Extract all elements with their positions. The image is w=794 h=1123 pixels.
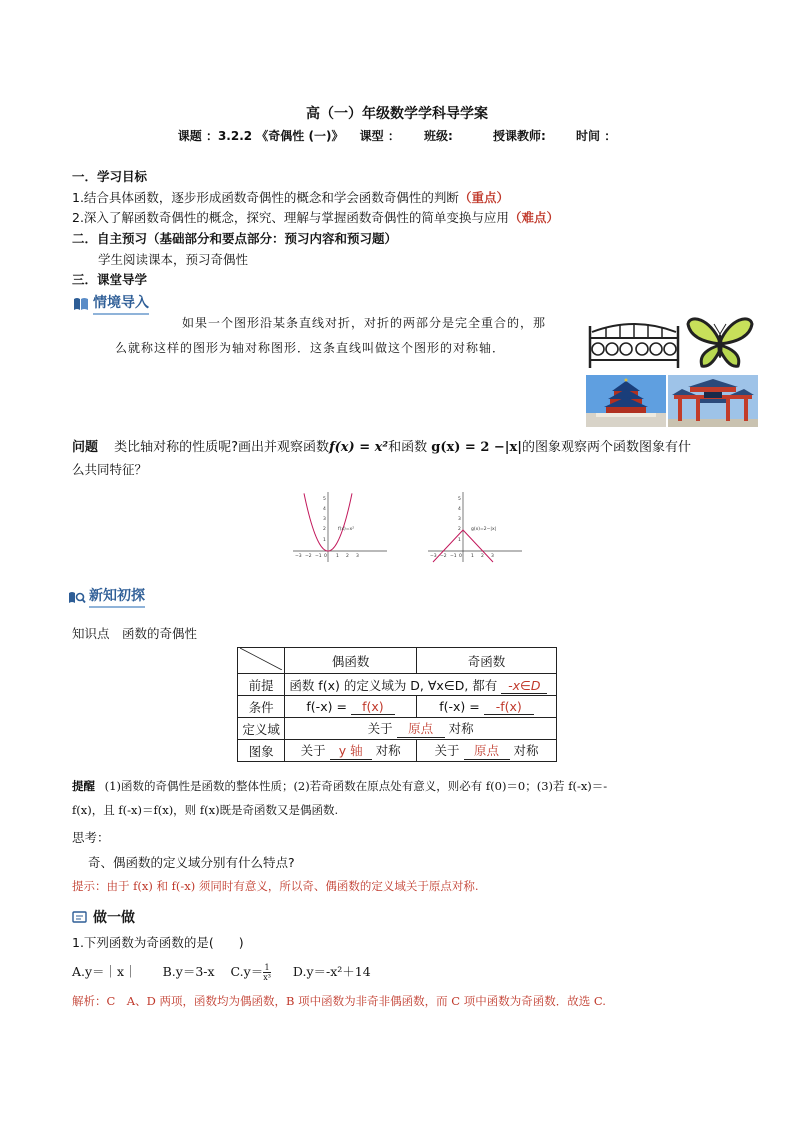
x-tick: 2 [481, 554, 484, 559]
objective-2-text: 2.深入了解函数奇偶性的概念，探究、理解与掌握函数奇偶性的简单变换与应用 [72, 210, 509, 225]
situation-line-1: 如果一个图形沿某条直线对折，对折的两部分是完全重合的，那 [182, 316, 547, 330]
x-tick: 0 [324, 554, 327, 559]
new-knowledge-banner [68, 585, 145, 608]
graph-even-pre: 关于 [300, 743, 326, 758]
y-tick: 1 [458, 538, 461, 543]
think-hint: 提示：由于 f(x) 和 f(-x) 须同时有意义，所以奇、偶函数的定义域关于原点对称. [72, 879, 479, 893]
practice-options [72, 962, 371, 982]
situation-banner-label: 情境导入 [93, 292, 149, 315]
table-row [238, 718, 557, 740]
question-line-1 [72, 436, 691, 455]
condition-odd-pre: f(-x) = [439, 698, 480, 714]
section-preview-heading: 二．自主预习（基础部分和要点部分：预习内容和预习题） [72, 231, 398, 246]
memorial-archway-photo [668, 375, 758, 427]
think-question: 奇、偶函数的定义域分别有什么特点? [88, 855, 295, 870]
option-a: A.y＝｜x｜ [72, 964, 137, 979]
y-tick: 4 [323, 507, 326, 512]
graph-odd [417, 740, 557, 762]
y-tick: 4 [458, 507, 461, 512]
question-label: 问题 [72, 440, 99, 455]
butterfly-illustration [684, 312, 756, 374]
y-tick: 3 [323, 517, 326, 522]
objective-1 [72, 188, 509, 206]
row-label-premise: 前提 [238, 674, 285, 696]
option-c [230, 963, 271, 982]
situation-banner [72, 292, 149, 315]
option-d: D.y＝-x²＋14 [292, 964, 371, 979]
objective-2 [72, 208, 559, 226]
option-b: B.y＝3-x [162, 964, 215, 979]
section-classroom-heading: 三．课堂导学 [72, 272, 148, 287]
lesson-info [0, 127, 794, 144]
option-c-denominator: x³ [263, 973, 271, 982]
objective-2-tag: （难点） [508, 210, 559, 225]
x-tick: −1 [315, 554, 322, 559]
table-row [238, 648, 557, 674]
option-c-numerator: 1 [264, 963, 270, 972]
lesson-teacher: 授课教师: [493, 129, 546, 143]
x-tick: 1 [336, 554, 339, 559]
header-odd: 奇函数 [417, 648, 557, 674]
y-tick: 5 [458, 497, 461, 502]
preview-text: 学生阅读课本，预习奇偶性 [98, 252, 249, 267]
option-c-pre: C.y＝ [230, 964, 264, 979]
graph-even-fill: y 轴 [330, 741, 372, 760]
x-tick: 3 [356, 554, 359, 559]
question-text-b: 和函数 [388, 440, 432, 455]
table-diagonal-cell [238, 648, 285, 674]
g-expression: g(x) = 2 −|x| [431, 440, 523, 455]
x-tick: 1 [471, 554, 474, 559]
x-tick: 3 [491, 554, 494, 559]
domain-fill: 原点 [397, 719, 445, 738]
lesson-type: 课型 ： [359, 129, 400, 143]
table-row [238, 696, 557, 718]
condition-even-pre: f(-x) = [306, 698, 347, 714]
practice-question: 1.下列函数为奇函数的是( ) [72, 935, 244, 950]
x-tick: −3 [295, 554, 302, 559]
premise-text: 函数 f(x) 的定义域为 D, ∀x∈D, 都有 [289, 677, 498, 693]
domain-cell [285, 718, 557, 740]
question-text-c: 的图象观察两个函数图象有什 [522, 440, 692, 455]
x-tick: −3 [430, 554, 437, 559]
f-graph-label: f(x)=x² [338, 527, 354, 532]
graph-odd-fill: 原点 [464, 741, 510, 760]
row-label-graph: 图象 [238, 740, 285, 762]
temple-of-heaven-photo [586, 375, 666, 427]
y-tick: 3 [458, 517, 461, 522]
page-title: 高（一）年级数学学科导学案 [306, 106, 488, 122]
y-tick: 2 [458, 527, 461, 532]
situation-line-2: 么就称这样的图形为轴对称图形．这条直线叫做这个图形的对称轴． [115, 341, 506, 355]
reminder-line-2: f(x)，且 f(-x)＝f(x)，则 f(x)既是奇函数又是偶函数. [72, 803, 339, 817]
pencil-note-icon [72, 910, 90, 924]
graph-even [285, 740, 417, 762]
section-objectives-heading: 一．学习目标 [72, 169, 148, 184]
reminder-label: 提醒 [72, 779, 95, 793]
y-tick: 2 [323, 527, 326, 532]
knowledge-point: 知识点 函数的奇偶性 [72, 626, 198, 641]
practice-answer: 解析：C A、D 两项，函数均为偶函数，B 项中函数为非奇非偶函数，而 C 项中函数为奇函数．故选 C. [72, 994, 606, 1008]
lesson-time: 时间 ： [576, 129, 617, 143]
reminder-text-1: (1)函数的奇偶性是函数的整体性质；(2)若奇函数在原点处有意义，则必有 f(0)＝0；(3)若 f(-x)＝- [104, 779, 608, 793]
x-tick: 2 [346, 554, 349, 559]
premise-fill: -x∈D [501, 678, 547, 694]
iron-fence-illustration [586, 318, 682, 370]
x-tick: −1 [450, 554, 457, 559]
question-line-2: 么共同特征？ [72, 462, 148, 477]
question-text-a: 类比轴对称的性质呢?画出并观察函数 [114, 440, 330, 455]
condition-even [285, 696, 417, 718]
row-label-condition: 条件 [238, 696, 285, 718]
header-even: 偶函数 [285, 648, 417, 674]
lesson-topic: 课题 ：3.2.2 《奇偶性 (一)》 [177, 129, 344, 143]
lesson-class: 班级: [424, 129, 453, 143]
x-tick: −2 [305, 554, 312, 559]
domain-pre: 关于 [367, 721, 393, 736]
objective-1-tag: （重点） [458, 190, 509, 205]
row-label-domain: 定义域 [238, 718, 285, 740]
graph-g-absolute [425, 490, 525, 565]
f-expression: f(x) = x² [329, 440, 389, 455]
premise-cell [285, 674, 557, 696]
table-row [238, 740, 557, 762]
graph-even-post: 对称 [375, 743, 401, 758]
table-row [238, 674, 557, 696]
graph-odd-pre: 关于 [434, 743, 460, 758]
y-tick: 5 [323, 497, 326, 502]
magnifier-book-icon [68, 590, 86, 604]
reminder-line-1 [72, 778, 607, 794]
practice-banner-label: 做一做 [93, 910, 135, 926]
condition-even-fill: f(x) [351, 699, 395, 715]
g-graph-label: g(x)=2−|x| [471, 527, 497, 532]
objective-1-text: 1.结合具体函数，逐步形成函数奇偶性的概念和学会函数奇偶性的判断 [72, 190, 459, 205]
practice-banner [72, 907, 135, 927]
graph-odd-post: 对称 [513, 743, 539, 758]
y-tick: 1 [323, 538, 326, 543]
graph-f-parabola [290, 490, 390, 565]
think-label: 思考： [72, 830, 110, 845]
diagonal-line [240, 648, 282, 670]
bookmark-icon [72, 297, 90, 311]
condition-odd-fill: -f(x) [484, 699, 534, 715]
x-tick: 0 [459, 554, 462, 559]
parity-table [237, 647, 557, 762]
domain-post: 对称 [448, 721, 474, 736]
x-tick: −2 [440, 554, 447, 559]
new-knowledge-label: 新知初探 [89, 585, 145, 608]
condition-odd [417, 696, 557, 718]
